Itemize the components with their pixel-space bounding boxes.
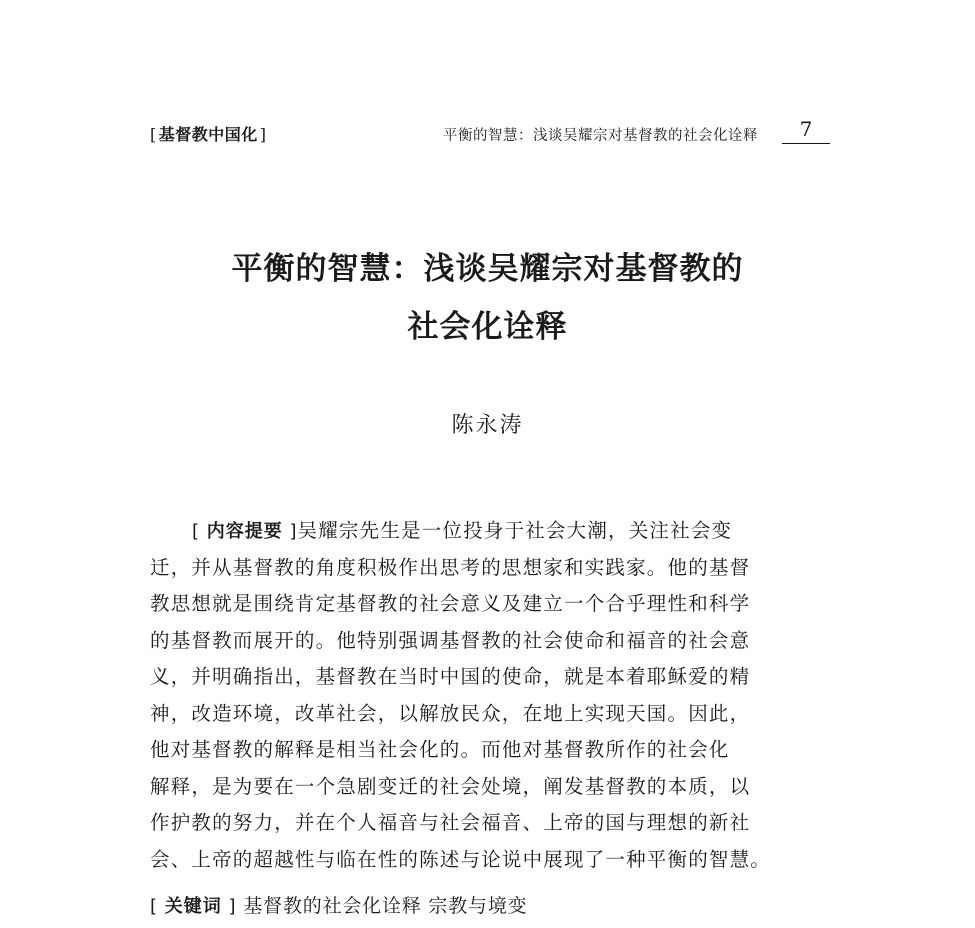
section-tag xyxy=(150,122,267,145)
abstract-line: 作护教的努力，并在个人福音与社会福音、上帝的国与理想的新社 xyxy=(150,811,751,834)
abstract-label xyxy=(192,521,298,542)
abstract-label-bracket-open: [ xyxy=(192,521,201,542)
abstract-line: 的基督教而展开的。他特别强调基督教的社会使命和福音的社会意 xyxy=(150,628,751,652)
abstract xyxy=(150,513,830,878)
abstract-line xyxy=(150,513,830,550)
keywords xyxy=(150,891,830,918)
abstract-line: 迁，并从基督教的角度积极作出思考的思想家和实践家。他的基督 xyxy=(150,555,751,579)
page-number: 7 xyxy=(782,117,830,144)
abstract-line: 义，并明确指出，基督教在当时中国的使命，就是本着耶稣爱的精 xyxy=(150,665,751,688)
keywords-label-bracket-open: [ xyxy=(150,896,159,917)
abstract-line: 他对基督教的解释是相当社会化的。而他对基督教所作的社会化 xyxy=(150,738,730,761)
keywords-label-bracket-close: ] xyxy=(228,896,237,917)
article-title-line-2: 社会化诠释 xyxy=(407,309,568,345)
article-title-line-1: 平衡的智慧：浅谈吴耀宗对基督教的 xyxy=(231,251,744,287)
keywords-text: 基督教的社会化诠释 宗教与境变 xyxy=(243,895,528,917)
abstract-line: 会、上帝的超越性与临在性的陈述与论说中展现了一种平衡的智慧。 xyxy=(150,847,772,871)
abstract-line: 解释，是为要在一个急剧变迁的社会处境，阐发基督教的本质，以 xyxy=(150,774,751,798)
abstract-label-text: 内容提要 xyxy=(206,521,283,542)
keywords-label-text: 关键词 xyxy=(164,896,222,917)
abstract-line: 神，改造环境，改革社会，以解放民众，在地上实现天国。因此， xyxy=(150,701,751,725)
keywords-label xyxy=(150,896,237,917)
article-title xyxy=(0,240,975,356)
section-tag-label: 基督教中国化 xyxy=(158,125,258,144)
abstract-label-bracket-close: ] xyxy=(289,521,298,542)
running-header xyxy=(150,117,830,150)
author-name: 陈永涛 xyxy=(451,413,524,438)
section-tag-bracket-close: ] xyxy=(259,125,267,144)
section-tag-bracket-open: [ xyxy=(150,125,157,144)
abstract-line: 教思想就是围绕肯定基督教的社会意义及建立一个合乎理性和科学 xyxy=(150,592,751,615)
running-title: 平衡的智慧：浅谈吴耀宗对基督教的社会化诠释 xyxy=(443,128,758,144)
abstract-line-text: 吴耀宗先生是一位投身于社会大潮，关注社会变 xyxy=(297,519,733,542)
